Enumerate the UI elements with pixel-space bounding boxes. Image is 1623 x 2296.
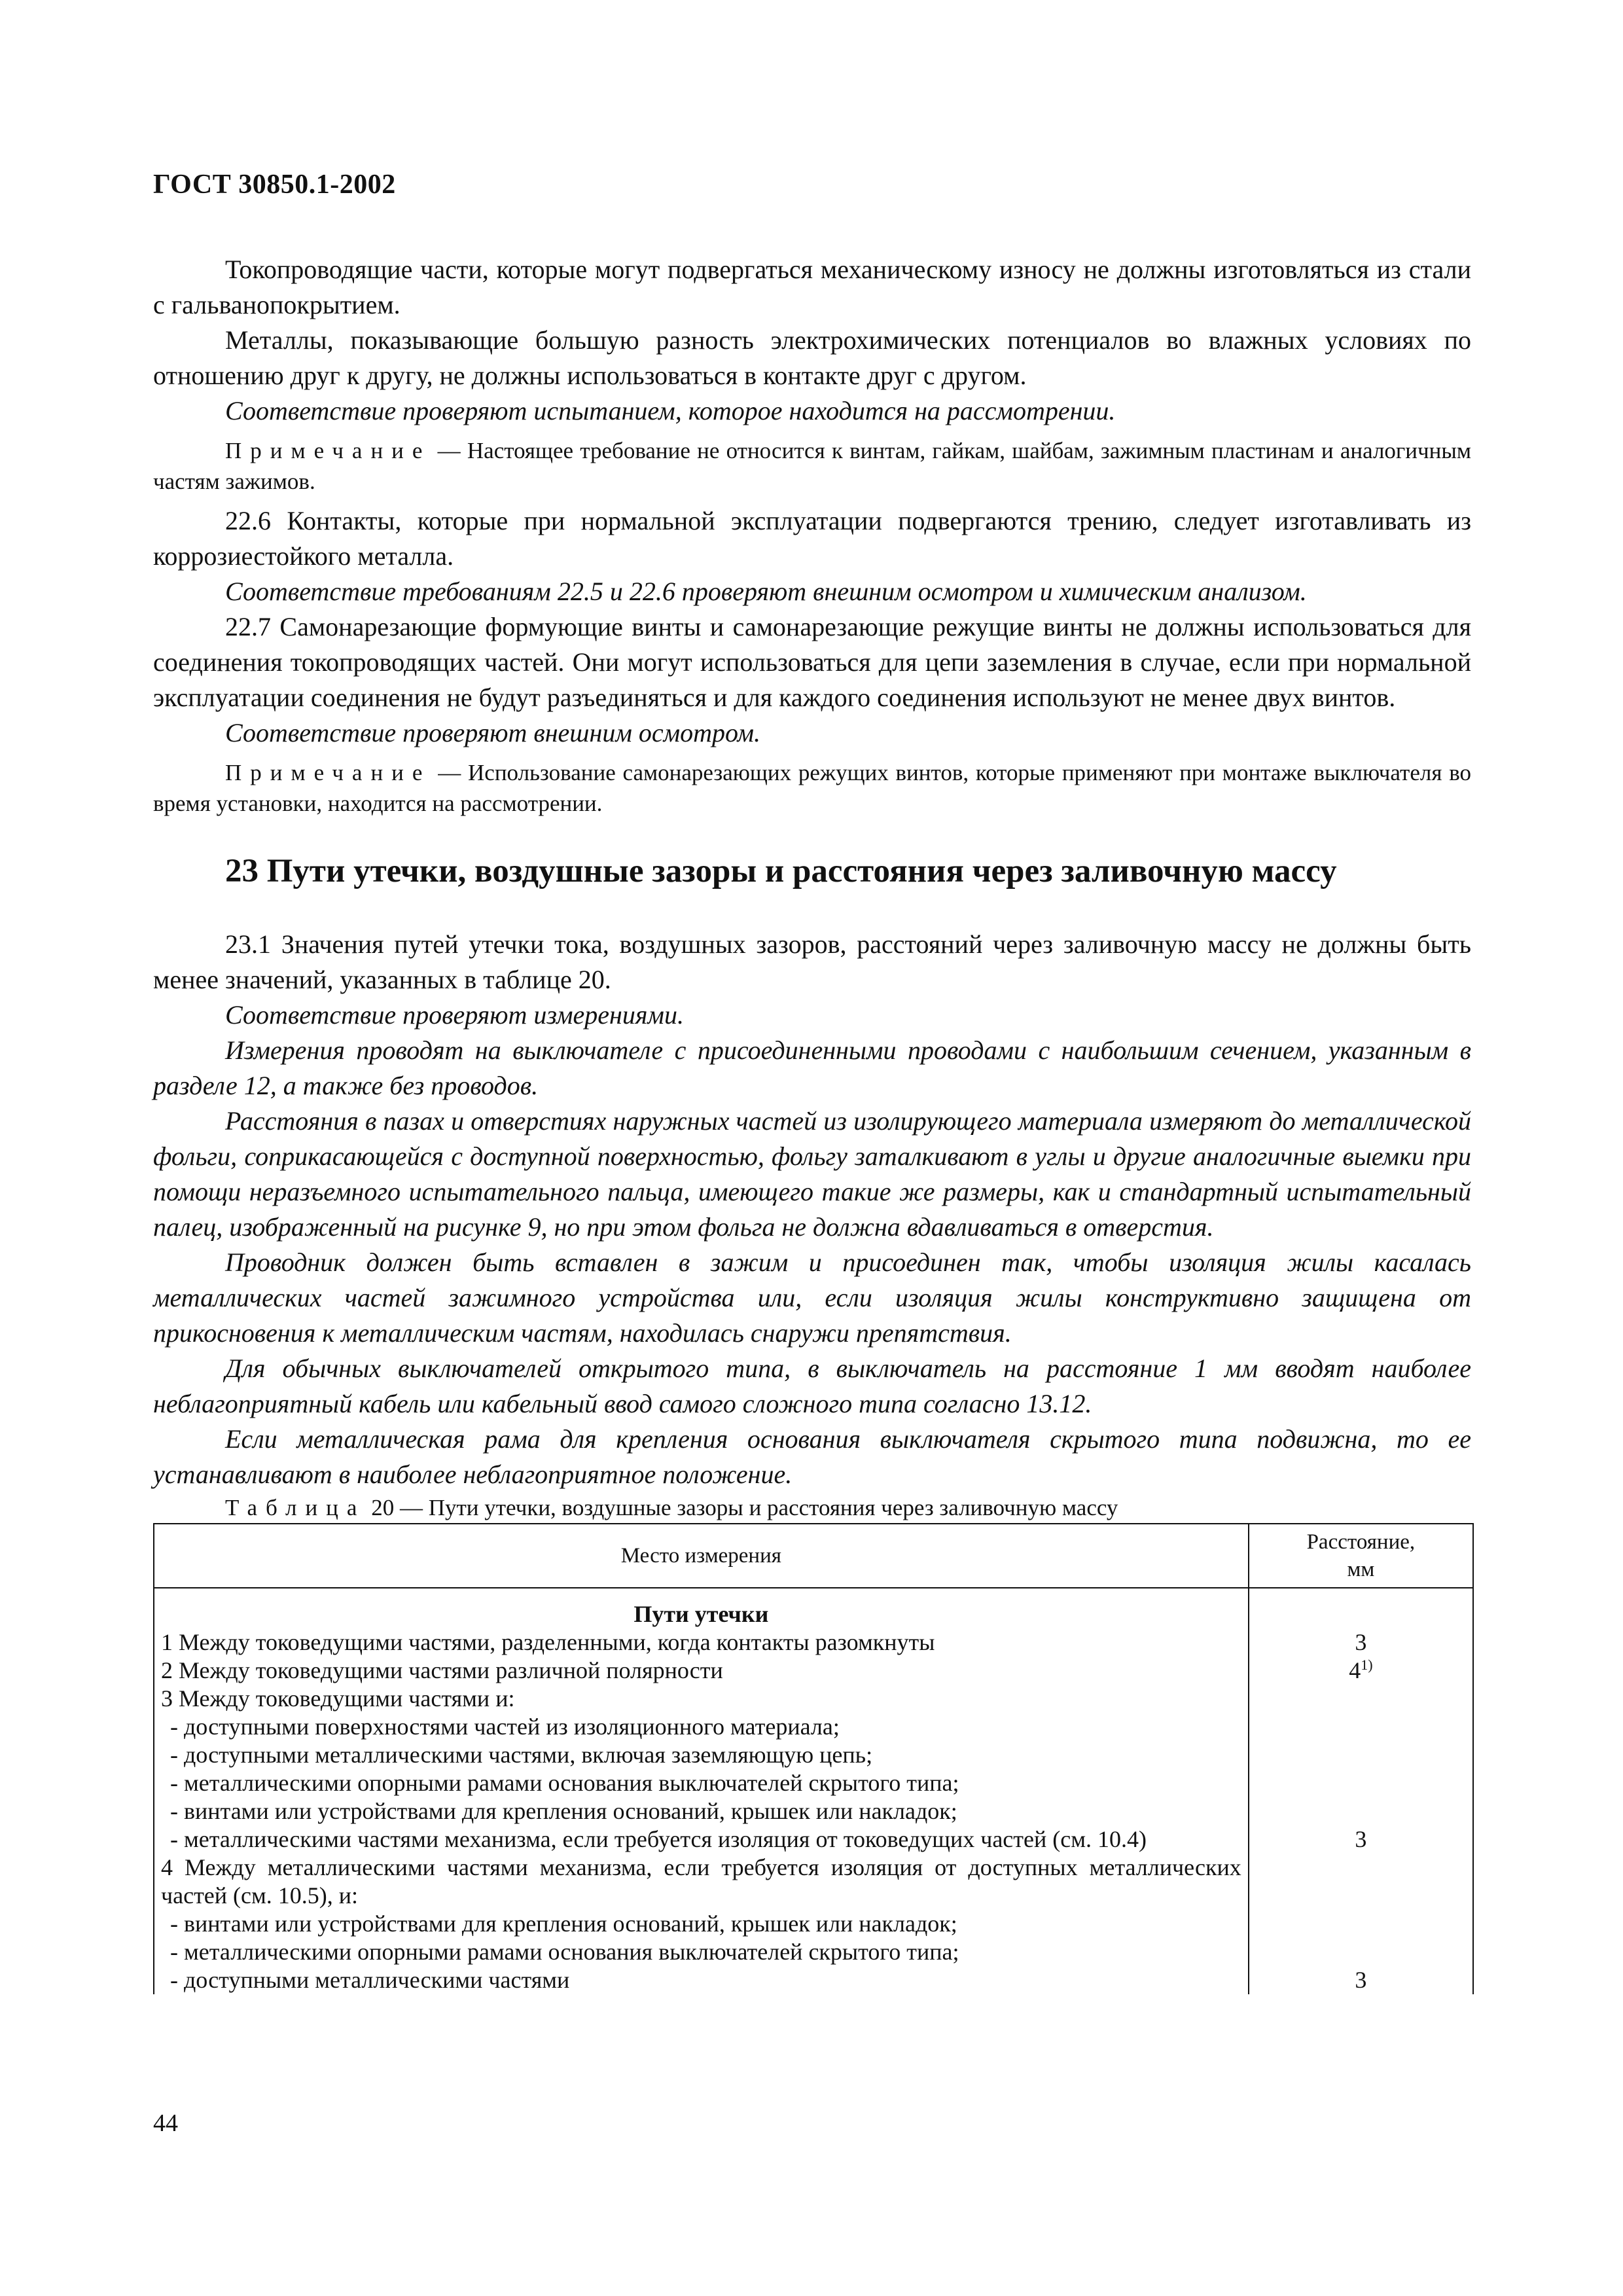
paragraph: Расстояния в пазах и отверстиях наружных частей из изолирующего материала измеряют до металлической фольги, соприкасающейся с доступной поверхностью, фольгу заталкивают в углы и другие аналогичные выемки при помощи неразъемного испытательного пальца, имеющего такие же размеры, как и стандартный испытательный палец, изображенный на рисунке 9, но при этом фольга не должна вдавливаться в отверстия. bbox=[153, 1106, 1471, 1242]
compliance-check: Соответствие проверяют внешним осмотром. bbox=[225, 718, 761, 747]
paragraph: Измерения проводят на выключателе с присоединенными проводами с наибольшим сечением, указанным в разделе 12, а также без проводов. bbox=[153, 1035, 1471, 1100]
section-heading: 23 Пути утечки, воздушные зазоры и расстояния через заливочную массу bbox=[225, 853, 1337, 889]
compliance-check: Соответствие проверяют испытанием, которое находится на рассмотрении. bbox=[225, 396, 1116, 425]
list-item: - винтами или устройствами для крепления оснований, крышек или накладок; bbox=[170, 1798, 957, 1824]
paragraph: Металлы, показывающие большую разность электрохимических потенциалов во влажных условиях по отношению друг к другу, не должны использоваться в контакте друг с другом. bbox=[153, 325, 1471, 390]
list-item: - доступными металлическими частями, включая заземляющую цепь; bbox=[170, 1742, 873, 1768]
note-label: Примечание bbox=[225, 438, 431, 463]
row-value: 4 bbox=[1349, 1657, 1361, 1683]
note-text: — Использование самонарезающих режущих винтов, которые применяют при монтаже выключателя во время установки, находится на рассмотрении. bbox=[153, 760, 1471, 816]
table-row bbox=[154, 1588, 1473, 1657]
header-distance bbox=[1249, 1524, 1473, 1588]
table-cell bbox=[1249, 1588, 1473, 1657]
list-item: - металлическими частями механизма, если требуется изоляция от токоведущих частей (см. 10.4) bbox=[170, 1826, 1147, 1852]
table-20 bbox=[153, 1523, 1474, 1994]
note bbox=[153, 435, 1471, 497]
table-caption-label: Таблица bbox=[225, 1495, 366, 1520]
row-value: 3 bbox=[1355, 1967, 1367, 1993]
header-distance-line1: Расстояние, bbox=[1306, 1530, 1416, 1554]
clause-23-1: 23.1 Значения путей утечки тока, воздушных зазоров, расстояний через заливочную массу не должны быть менее значений, указанных в таблице 20. bbox=[153, 929, 1471, 994]
paragraph: Токопроводящие части, которые могут подвергаться механическому износу не должны изготовляться из стали с гальванопокрытием. bbox=[153, 255, 1471, 319]
note-text: — Настоящее требование не относится к винтам, гайкам, шайбам, зажимным пластинам и аналогичным частям зажимов. bbox=[153, 438, 1471, 494]
footnote-mark: 1) bbox=[1361, 1657, 1373, 1673]
row-text: 2 Между токоведущими частями различной полярности bbox=[161, 1657, 723, 1683]
table-cell bbox=[154, 1657, 1249, 1685]
document-body bbox=[153, 252, 1471, 1994]
compliance-check: Соответствие требованиям 22.5 и 22.6 проверяют внешним осмотром и химическим анализом. bbox=[225, 577, 1307, 606]
table-row bbox=[154, 1685, 1473, 1854]
clause-22-7: 22.7 Самонарезающие формующие винты и самонарезающие режущие винты не должны использоваться для соединения токопроводящих частей. Они могут использоваться для цепи заземления в случае, если при нормальной эксплуатации соединения не будут разъединяться и для каждого соединения используют не менее двух винтов. bbox=[153, 612, 1471, 712]
note bbox=[153, 757, 1471, 819]
table-cell bbox=[154, 1588, 1249, 1657]
row-text: 4 Между металлическими частями механизма, если требуется изоляция от доступных металлических частей (см. 10.5), и: bbox=[161, 1854, 1241, 1909]
compliance-check: Соответствие проверяют измерениями. bbox=[225, 1000, 684, 1030]
header-place: Место измерения bbox=[154, 1524, 1249, 1588]
table-row bbox=[154, 1657, 1473, 1685]
list-item: - доступными поверхностями частей из изоляционного материала; bbox=[170, 1713, 840, 1740]
paragraph: Проводник должен быть вставлен в зажим и присоединен так, чтобы изоляция жилы касалась металлических частей зажимного устройства или, если изоляция жилы конструктивно защищена от прикосновения к металлическим частям, находилась снаружи препятствия. bbox=[153, 1247, 1471, 1348]
paragraph: Для обычных выключателей открытого типа, в выключатель на расстояние 1 мм вводят наиболее неблагоприятный кабель или кабельный ввод самого сложного типа согласно 13.12. bbox=[153, 1354, 1471, 1418]
table-caption bbox=[153, 1492, 1471, 1523]
header-distance-unit: мм bbox=[1347, 1558, 1375, 1581]
table-cell bbox=[1249, 1854, 1473, 1994]
table-header-row bbox=[154, 1524, 1473, 1588]
table-caption-text: 20 — Пути утечки, воздушные зазоры и расстояния через заливочную массу bbox=[365, 1495, 1118, 1520]
list-item: - металлическими опорными рамами основания выключателей скрытого типа; bbox=[170, 1770, 959, 1796]
row-text: 1 Между токоведущими частями, разделенными, когда контакты разомкнуты bbox=[161, 1629, 935, 1655]
page-number: 44 bbox=[153, 2109, 178, 2137]
paragraph: Если металлическая рама для крепления основания выключателя скрытого типа подвижна, то ее устанавливают в наиболее неблагоприятное положение. bbox=[153, 1424, 1471, 1489]
row-text: 3 Между токоведущими частями и: bbox=[161, 1685, 515, 1712]
row-value: 3 bbox=[1355, 1826, 1367, 1852]
list-item: - доступными металлическими частями bbox=[170, 1967, 570, 1993]
table-cell bbox=[1249, 1685, 1473, 1854]
table-row bbox=[154, 1854, 1473, 1994]
table-cell bbox=[1249, 1657, 1473, 1685]
row-value: 3 bbox=[1355, 1629, 1367, 1655]
clause-22-6: 22.6 Контакты, которые при нормальной эксплуатации подвергаются трению, следует изготавливать из коррозиестойкого металла. bbox=[153, 506, 1471, 571]
document-header: ГОСТ 30850.1-2002 bbox=[153, 170, 396, 200]
note-label: Примечание bbox=[225, 760, 431, 785]
group-title: Пути утечки bbox=[633, 1601, 769, 1627]
table-cell bbox=[154, 1685, 1249, 1854]
table-cell bbox=[154, 1854, 1249, 1994]
list-item: - винтами или устройствами для крепления оснований, крышек или накладок; bbox=[170, 1910, 957, 1937]
list-item: - металлическими опорными рамами основания выключателей скрытого типа; bbox=[170, 1939, 959, 1965]
